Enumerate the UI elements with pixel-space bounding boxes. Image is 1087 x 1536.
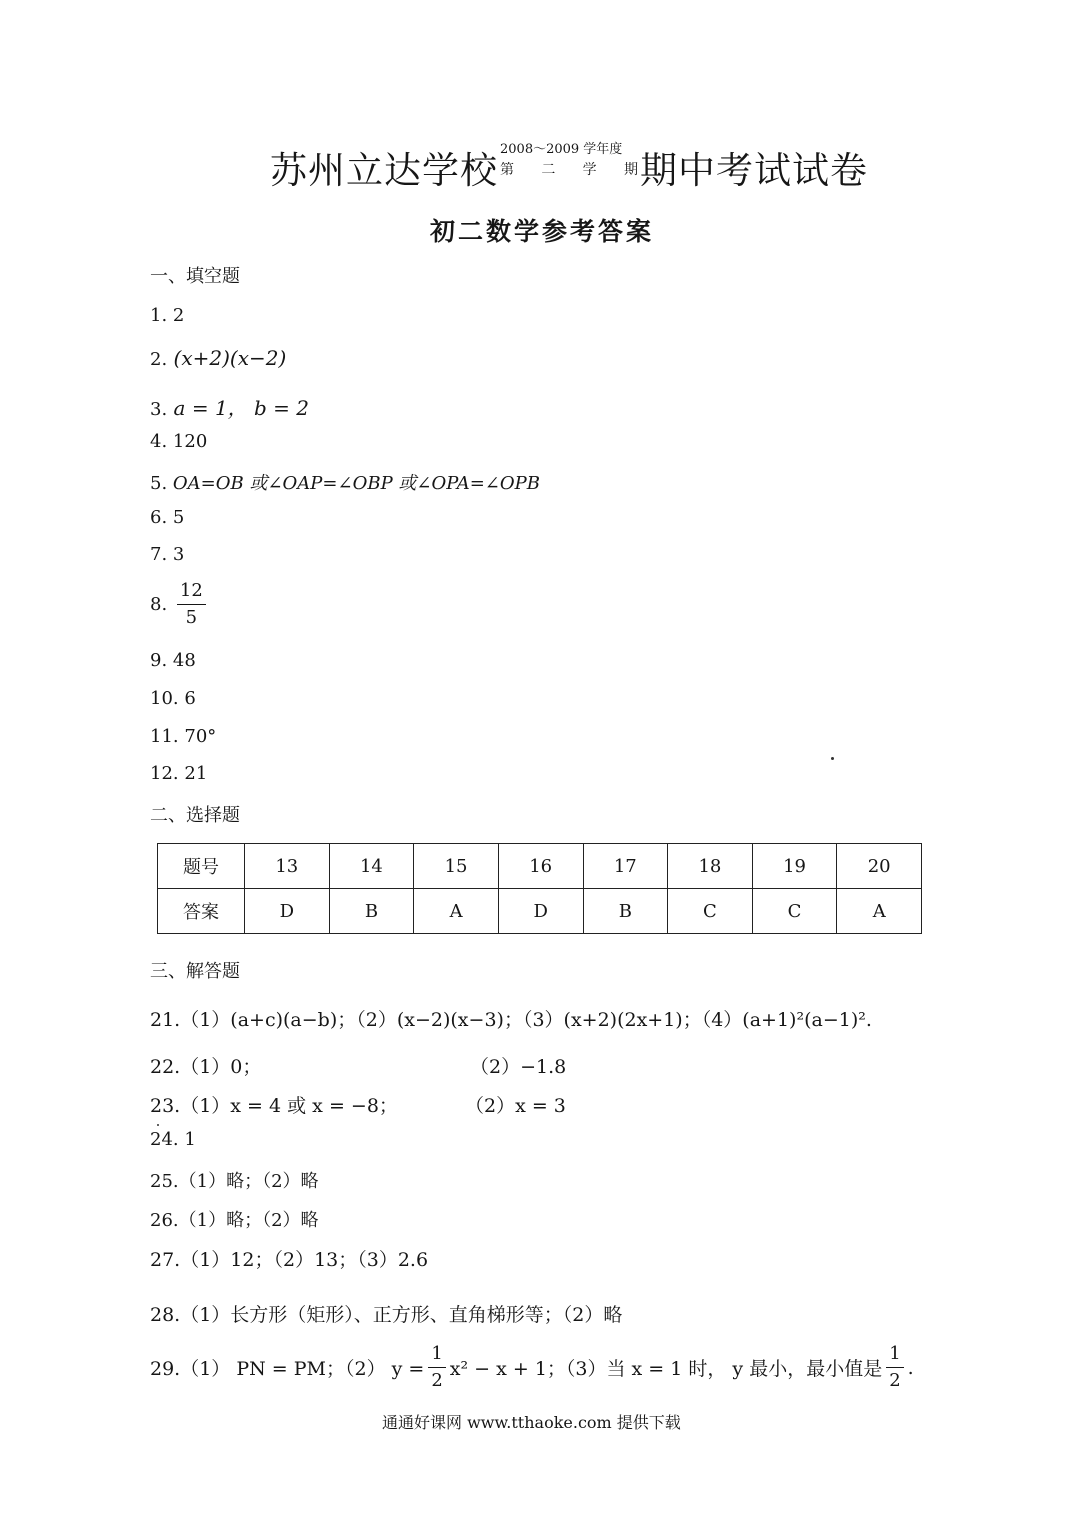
fill-answer-4: 4. 120 <box>150 431 208 452</box>
year-range: 2008～2009 学年度 <box>500 142 623 157</box>
table-cell: D <box>498 889 583 934</box>
table-cell: B <box>583 889 668 934</box>
table-cell: 18 <box>668 844 753 889</box>
term-char-1: 第 <box>500 162 514 178</box>
solve-answer-22-part2: （2）−1.8 <box>470 1056 567 1078</box>
table-cell: A <box>414 889 499 934</box>
exam-name: 期中考试试卷 <box>640 149 868 192</box>
table-row-numbers <box>158 844 922 889</box>
solve-answer-21: 21.（1）(a+c)(a−b)；（2）(x−2)(x−3)；（3）(x+2)(2x+1)；（4）(a+1)²(a−1)². <box>150 1009 872 1031</box>
table-cell: D <box>245 889 330 934</box>
table-cell: 13 <box>245 844 330 889</box>
solve-answer-23-part1: 23.（1）x = 4 或 x = −8； <box>150 1095 398 1117</box>
fill-answer-11: 11. 70° <box>150 726 217 747</box>
fill-answer-8: 8. $\frac{12}{5}$ <box>150 580 210 629</box>
page-footer: 通通好课网 www.tthaoke.com 提供下载 <box>382 1413 681 1432</box>
solve-answer-27: 27.（1）12；（2）13；（3）2.6 <box>150 1249 429 1271</box>
fraction-12-5: $\frac{12}{5}$ <box>177 580 206 629</box>
term-char-4: 期 <box>623 162 638 178</box>
fill-answer-7: 7. 3 <box>150 544 185 565</box>
fill-answer-5: 5. OA=OB 或∠OAP=∠OBP 或∠OPA=∠OPB <box>150 473 540 494</box>
solve-answer-22-part1: 22.（1）0； <box>150 1056 262 1078</box>
table-header-label: 题号 <box>158 844 245 889</box>
page-subtitle: 初二数学参考答案 <box>430 217 655 246</box>
table-cell: 17 <box>583 844 668 889</box>
fill-answer-6: 6. 5 <box>150 507 185 528</box>
solve-answer-28: 28.（1）长方形（矩形）、正方形、直角梯形等；（2）略 <box>150 1304 623 1326</box>
school-name: 苏州立达学校 <box>270 149 498 192</box>
fill-answer-9: 9. 48 <box>150 650 196 671</box>
table-cell: C <box>752 889 837 934</box>
section-choice-heading: 二、选择题 <box>150 805 240 826</box>
fill-answer-10: 10. 6 <box>150 688 196 709</box>
table-row-answers <box>158 889 922 934</box>
table-cell: A <box>837 889 922 934</box>
section-fill-heading: 一、填空题 <box>150 266 240 287</box>
table-cell: 19 <box>752 844 837 889</box>
table-cell: C <box>668 889 753 934</box>
section-solve-heading: 三、解答题 <box>150 961 240 982</box>
scan-speck <box>157 1124 159 1126</box>
fill-answer-1: 1. 2 <box>150 305 185 326</box>
exam-title <box>270 140 868 194</box>
solve-answer-29: 29.（1） PN = PM；（2） y = $\frac{1}{2}$ x² − x + 1；（3）当 x = 1 时， y 最小，最小值是 $\frac{1}{2}$ . <box>150 1343 914 1391</box>
term-char-3: 学 <box>582 162 597 178</box>
fill-answer-3: 3. a = 1， b = 2 <box>150 396 310 420</box>
table-cell: B <box>329 889 414 934</box>
scan-speck <box>831 757 834 760</box>
solve-answer-25: 25.（1）略；（2）略 <box>150 1171 319 1192</box>
fill-answer-12: 12. 21 <box>150 763 208 784</box>
fill-answer-2: 2. (x+2)(x−2) <box>150 346 287 370</box>
table-cell: 20 <box>837 844 922 889</box>
fraction-one-half-min: $\frac{1}{2}$ <box>886 1343 903 1392</box>
table-header-label: 答案 <box>158 889 245 934</box>
solve-answer-24: 24. 1 <box>150 1129 196 1150</box>
table-cell: 14 <box>329 844 414 889</box>
table-cell: 15 <box>414 844 499 889</box>
fraction-one-half: $\frac{1}{2}$ <box>428 1343 445 1392</box>
solve-answer-26: 26.（1）略；（2）略 <box>150 1210 319 1231</box>
choice-answer-table <box>157 843 922 934</box>
term-char-2: 二 <box>541 162 556 178</box>
table-cell: 16 <box>498 844 583 889</box>
solve-answer-23-part2: （2）x = 3 <box>465 1095 566 1117</box>
term-block <box>500 142 638 178</box>
